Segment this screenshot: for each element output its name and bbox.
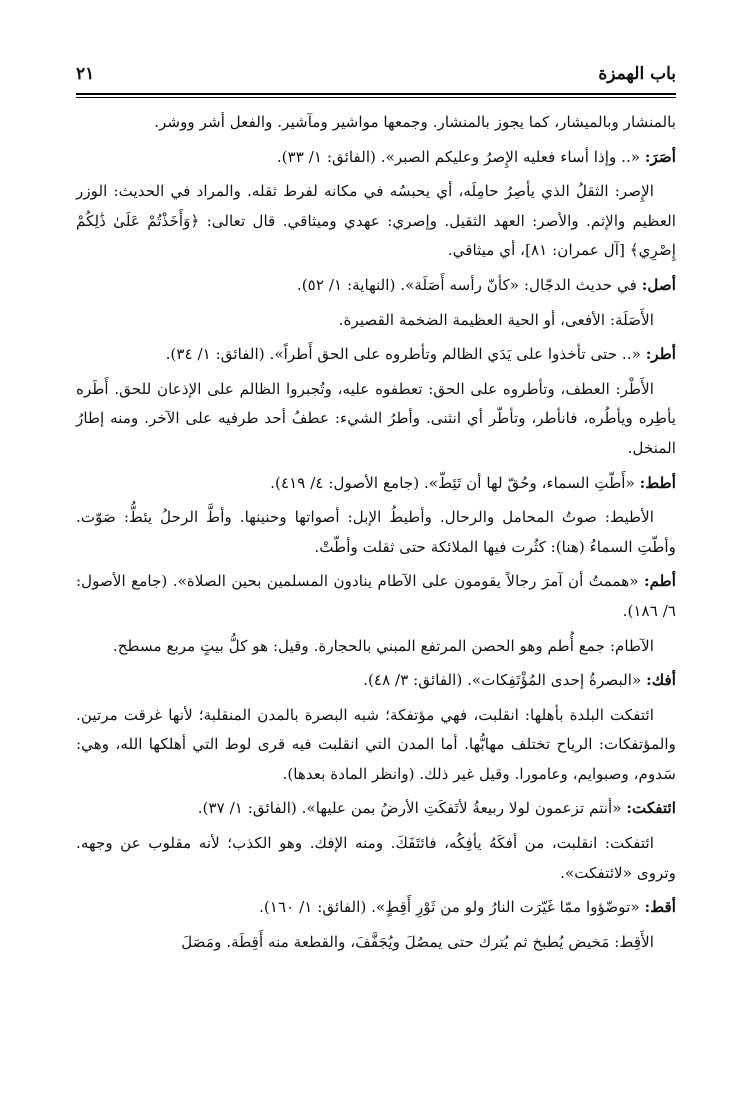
entry-headword: أقط: bbox=[644, 898, 676, 917]
definition-paragraph: الأطيط: صوتُ المحامل والرحال. وأطيطُ الإبل: أصواتها وحنينها. وأطَّ الرحلُ يئطُّ: صَوّت. وأطّتِ السماءُ (هنا): كثُرت فيها الملائكة حتى ثقلت وأطّتْ. bbox=[76, 508, 676, 556]
entry-quote: «.. حتى تأخذوا على يَدَي الظالم وتأطروه على الحق أَطراً». (الفائق: ١/ ٣٤). bbox=[165, 345, 646, 364]
entry-headword: ائتفكت: bbox=[626, 799, 676, 818]
entry-paragraph bbox=[76, 469, 676, 499]
definition-paragraph: الأَقِط: مَخيض يُطبخ ثم يُترك حتى يمصُلَ ويُجَفَّفَ، والقطعة منه أَقِطَة. ومَصَلَ bbox=[181, 932, 654, 951]
entry-quote: «.. وإذا أساء فعليه الإِصرُ وعليكم الصبر». (الفائق: ١/ ٣٣). bbox=[276, 147, 645, 166]
entry-headword: أصَرَ: bbox=[644, 147, 676, 166]
definition-paragraph: الإِصر: الثقلُ الذي يأصِرُ حامِلَه، أي يحبسُه في مكانه لفرط ثقله. والمراد في الحديث: الوزر العظيم والإثم. والأصر: العهد الثقيل. وإصري: عهدي وميثاقي. قال تعالى: ﴿وَأَخَذْتُمْ عَلَىٰ ذَٰلِكُمْ إِصْرِي﴾ [آل عمران: ٨١]، أي ميثاقي. bbox=[76, 182, 676, 260]
continuation-paragraph: بالمنشار وبالميشار، كما يجوز بالمنشار. وجمعها مواشير ومآشير. والفعل أشر ووشر. bbox=[154, 113, 676, 131]
definition-paragraph: ائتفكت البلدة بأهلها: انقلبت، فهي مؤتفكة؛ شبه البصرة بالمدن المنقلبة؛ لأنها غرقت مرتين. والمؤتفكات: الرياح تختلف مهابُّها. أما المدن التي انقلبت فيه قرى لوط التي أهلكها الله، وهي: سَدوم، وصبوايم، وعامورا. وقيل غير ذلك. (وانظر المادة بعدها). bbox=[76, 705, 676, 783]
chapter-title: باب الهمزة bbox=[598, 64, 676, 84]
entry-quote: «أَطّتِ السماء، وحُقّ لها أن تَئِطّ». (جامع الأصول: ٤/ ٤١٩). bbox=[270, 473, 640, 492]
entry-headword: أطر: bbox=[645, 345, 676, 364]
entry-paragraph bbox=[76, 666, 676, 696]
entry-paragraph bbox=[76, 794, 676, 824]
definition-paragraph: ائتفكت: انقلبت، من أفكَهُ يأفِكُه، فائتَفَكَ. ومنه الإفك. وهو الكذب؛ لأنه مقلوب عن وجهه. وتروى «لائتفكت». bbox=[76, 834, 676, 882]
entry-headword: أصل: bbox=[641, 275, 676, 294]
entry-paragraph bbox=[76, 340, 676, 370]
definition-paragraph: الأَطْر: العطف، وتأطروه على الحق: تعطفوه عليه، وتُجبروا الظالم على الإذعان للحق. أَطَره يأطِره ويأطُره، فانأطر، وتأطّر أي انثنى. وأطرُ الشيء: عطفُ أحد طرفيه على الآخر. ومنه إطارُ المنخل. bbox=[76, 379, 676, 457]
entry-headword: أطط: bbox=[639, 473, 676, 492]
entry-quote: «هممتُ أن آمرَ رجالاً يقومون على الآطام ينادون المسلمين بحين الصلاة». (جامع الأصول: ٦/ ١٨٦). bbox=[76, 572, 676, 620]
definition-paragraph: الأَصَلَة: الأفعى، أو الحية العظيمة الضخمة القصيرة. bbox=[338, 310, 654, 329]
entry-quote: «أنتم تزعمون لولا ربيعةُ لأتَفكَتِ الأرضُ بمن عليها». (الفائق: ١/ ٣٧). bbox=[197, 799, 627, 818]
page-header bbox=[76, 64, 676, 88]
header-rule bbox=[76, 93, 676, 95]
entry-paragraph bbox=[76, 567, 676, 626]
header-rule-thin bbox=[76, 97, 676, 98]
page-body bbox=[76, 108, 676, 1083]
entry-paragraph bbox=[76, 893, 676, 923]
entry-quote: «البصرةُ إحدى المُؤْتَفِكات». (الفائق: ٣/ ٤٨). bbox=[363, 671, 647, 690]
entry-quote: «توضّؤوا ممّا غَيّرَت النارُ ولو من ثَوْرِ أَقِطٍ». (الفائق: ١/ ١٦٠). bbox=[259, 898, 645, 917]
page-number: ٢١ bbox=[76, 64, 95, 84]
definition-paragraph: الآطام: جمع أُطم وهو الحصن المرتفع المبني بالحجارة. وقيل: هو كلُّ بيتٍ مربع مسطح. bbox=[112, 636, 654, 655]
entry-paragraph bbox=[76, 271, 676, 301]
entry-headword: أفك: bbox=[646, 671, 676, 690]
entry-quote: في حديث الدجّال: «كأنّ رأسه أَصَلَة». (النهاية: ١/ ٥٢). bbox=[296, 275, 642, 294]
entry-headword: أطم: bbox=[643, 572, 676, 591]
entry-paragraph bbox=[76, 143, 676, 173]
